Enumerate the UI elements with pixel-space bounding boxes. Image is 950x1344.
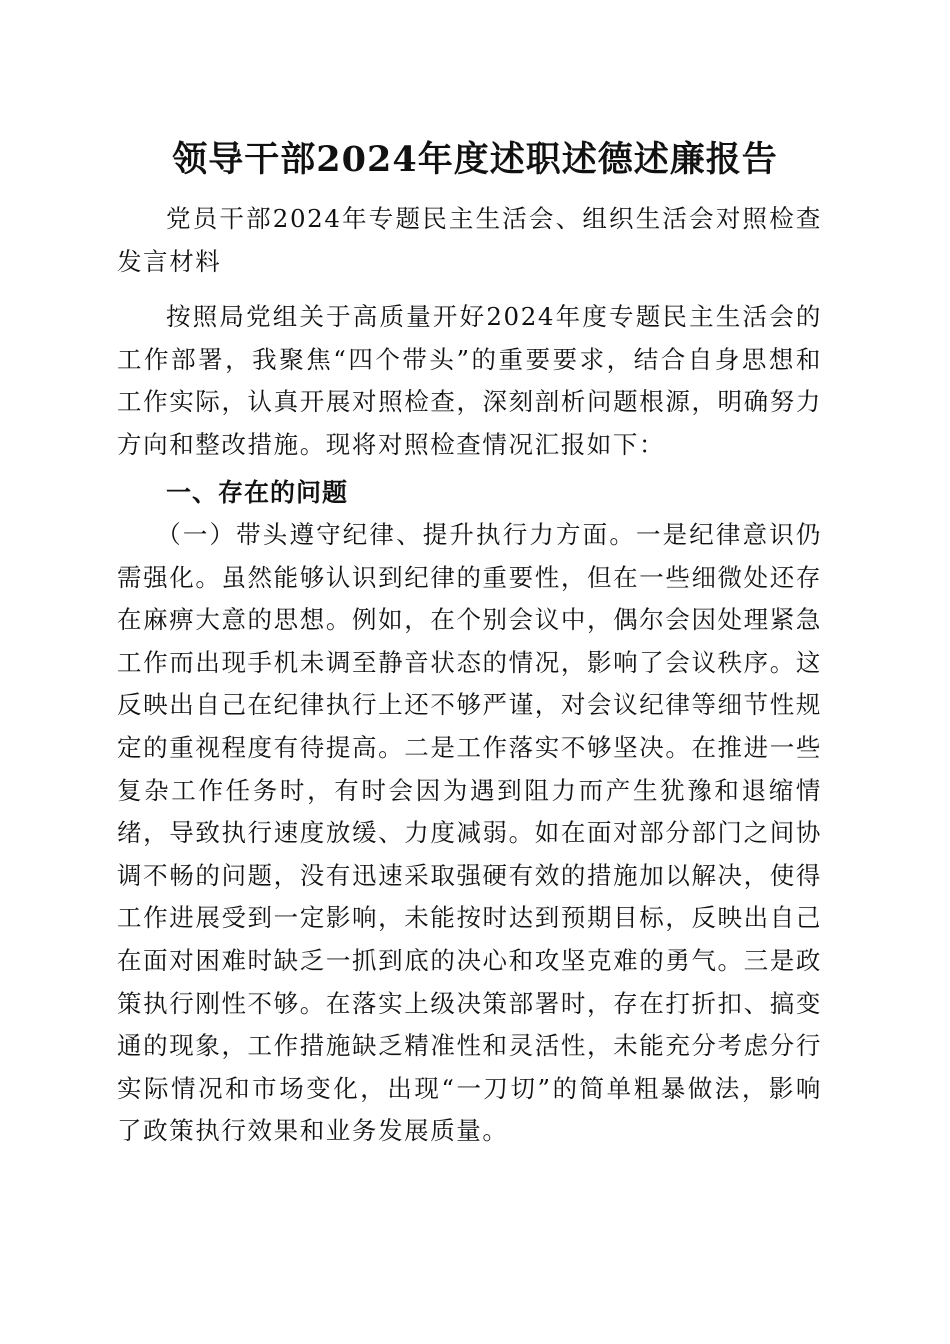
page-title: 领导干部2024年度述职述德述廉报告 xyxy=(172,139,778,180)
body-paragraph: （一）带头遵守纪律、提升执行力方面。一是纪律意识仍需强化。虽然能够认识到纪律的重要性，但在一些细微处还存在麻痹大意的思想。例如，在个别会议中，偶尔会因处理紧急工作而出现手机未调至静音状态的情况，影响了会议秩序。这反映出自己在纪律执行上还不够严谨，对会议纪律等细节性规定的重视程度有待提高。二是工作落实不够坚决。在推进一些复杂工作任务时，有时会因为遇到阻力而产生犹豫和退缩情绪，导致执行速度放缓、力度减弱。如在面对部分部门之间协调不畅的问题，没有迅速采取强硬有效的措施加以解决，使得工作进展受到一定影响，未能按时达到预期目标，反映出自己在面对困难时缺乏一抓到底的决心和攻坚克难的勇气。三是政策执行刚性不够。在落实上级决策部署时，存在打折扣、搞变通的现象，工作措施缺乏精准性和灵活性，未能充分考虑分行实际情况和市场变化，出现“一刀切”的简单粗暴做法，影响了政策执行效果和业务发展质量。 xyxy=(117,520,822,1146)
document-subtitle: 党员干部2024年专题民主生活会、组织生活会对照检查发言材料 xyxy=(117,204,822,276)
section-heading: 一、存在的问题 xyxy=(166,478,349,507)
intro-paragraph: 按照局党组关于高质量开好2024年度专题民主生活会的工作部署，我聚焦“四个带头”的重要要求，结合自身思想和工作实际，认真开展对照检查，深刻剖析问题根源，明确努力方向和整改措施。现将对照检查情况汇报如下： xyxy=(117,302,822,459)
